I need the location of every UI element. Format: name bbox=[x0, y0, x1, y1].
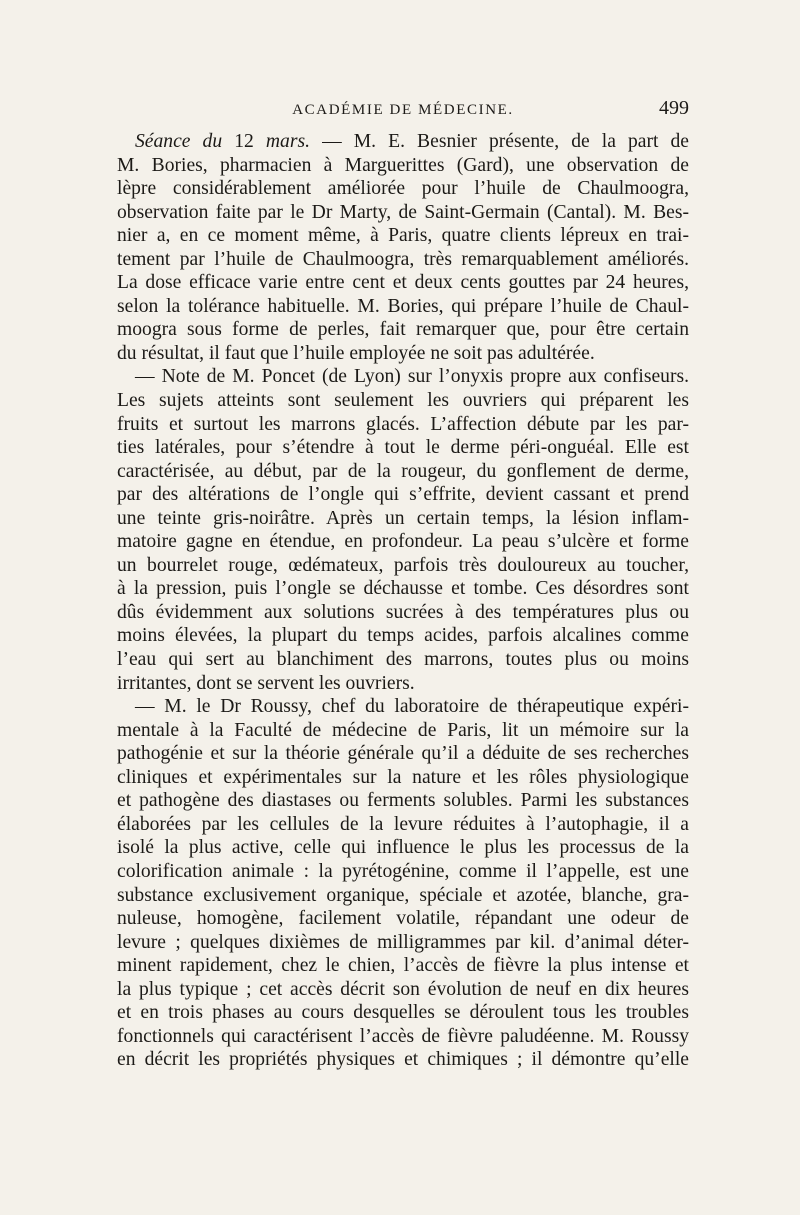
text-line: M. Bories, pharmacien à Marguerittes (Gard), une observation de bbox=[117, 154, 689, 176]
running-head bbox=[117, 97, 689, 130]
text-line: isolé la plus active, celle qui influence le plus les processus de la bbox=[117, 837, 689, 859]
text-line: moins élevées, la plupart du temps acides, parfois alcalines comme bbox=[117, 625, 689, 647]
running-title: ACADÉMIE DE MÉDECINE. bbox=[292, 102, 514, 118]
text-line: — Note de M. Poncet (de Lyon) sur l’onyxis propre aux confiseurs. bbox=[135, 366, 689, 388]
text-line: irritantes, dont se servent les ouvriers. bbox=[117, 672, 415, 694]
text-line: élaborées par les cellules de la levure réduites à l’autophagie, il a bbox=[117, 813, 689, 835]
text-line: pathogénie et sur la théorie générale qu’il a déduite de ses recherches bbox=[117, 743, 689, 765]
text-line: par des altérations de l’ongle qui s’effrite, devient cassant et prend bbox=[117, 484, 689, 506]
text-line: un bourrelet rouge, œdémateux, parfois très douloureux au toucher, bbox=[117, 554, 689, 576]
text-line: moogra sous forme de perles, fait remarquer que, pour être certain bbox=[117, 319, 689, 341]
text-line: fonctionnels qui caractérisent l’accès de fièvre paludéenne. M. Roussy bbox=[117, 1025, 689, 1047]
text-line: à la pression, puis l’ongle se déchausse et tombe. Ces désordres sont bbox=[117, 578, 689, 600]
text-line: nier a, en ce moment même, à Paris, quatre clients lépreux en trai- bbox=[117, 225, 689, 247]
text-line: selon la tolérance habituelle. M. Bories, qui prépare l’huile de Chaul- bbox=[117, 295, 689, 317]
session-label: Séance du bbox=[135, 131, 223, 152]
text-line: du résultat, il faut que l’huile employée ne soit pas adultérée. bbox=[117, 342, 595, 364]
text-line: La dose efficace varie entre cent et deux cents gouttes par 24 heures, bbox=[117, 272, 689, 294]
text-line: mentale à la Faculté de médecine de Paris, lit un mémoire sur la bbox=[117, 719, 689, 741]
session-date: 12 bbox=[234, 131, 254, 152]
text-line: caractérisée, au début, par de la rougeur, du gonflement de derme, bbox=[117, 460, 689, 482]
session-month: mars. bbox=[265, 131, 310, 152]
text-line: en décrit les propriétés physiques et chimiques ; il démontre qu’elle bbox=[117, 1049, 689, 1071]
text-line: dûs évidemment aux solutions sucrées à des températures plus ou bbox=[117, 601, 689, 623]
page-number: 499 bbox=[659, 97, 689, 119]
text-line: ties latérales, pour s’étendre à tout le derme péri-onguéal. Elle est bbox=[117, 437, 689, 459]
text-line: minent rapidement, chez le chien, l’accès de fièvre la plus intense et bbox=[117, 955, 689, 977]
text-line: l’eau qui sert au blanchiment des marrons, toutes plus ou moins bbox=[117, 649, 689, 671]
text-line: nuleuse, homogène, facilement volatile, répandant une odeur de bbox=[117, 908, 689, 930]
text-line: matoire gagne en étendue, en profondeur. La peau s’ulcère et forme bbox=[117, 531, 689, 553]
text-line: lèpre considérablement améliorée pour l’huile de Chaulmoogra, bbox=[117, 178, 689, 200]
text-line: Les sujets atteints sont seulement les ouvriers qui préparent les bbox=[117, 390, 689, 412]
text-line: tement par l’huile de Chaulmoogra, très remarquablement améliorés. bbox=[117, 248, 689, 270]
text-line bbox=[117, 130, 689, 154]
text-line: observation faite par le Dr Marty, de Saint-Germain (Cantal). M. Bes- bbox=[117, 201, 689, 223]
text-line: cliniques et expérimentales sur la nature et les rôles physiologique bbox=[117, 766, 689, 788]
text-line: la plus typique ; cet accès décrit son évolution de neuf en dix heures bbox=[117, 978, 689, 1000]
text-line: — M. le Dr Roussy, chef du laboratoire de thérapeutique expéri- bbox=[135, 696, 689, 718]
body-text bbox=[117, 130, 689, 1072]
text-line: une teinte gris-noirâtre. Après un certain temps, la lésion inflam- bbox=[117, 507, 689, 529]
text-line: colorification animale : la pyrétogénine, comme il l’appelle, est une bbox=[117, 860, 689, 882]
text-line: et en trois phases au cours desquelles se déroulent tous les troubles bbox=[117, 1002, 689, 1024]
text-line: substance exclusivement organique, spéciale et azotée, blanche, gra- bbox=[117, 884, 689, 906]
text-line: et pathogène des diastases ou ferments solubles. Parmi les substances bbox=[117, 790, 689, 812]
session-lead-text: — M. E. Besnier présente, de la part de bbox=[322, 131, 689, 152]
text-line: fruits et surtout les marrons glacés. L’affection débute par les par- bbox=[117, 413, 689, 435]
text-line: levure ; quelques dixièmes de milligrammes par kil. d’animal déter- bbox=[117, 931, 689, 953]
